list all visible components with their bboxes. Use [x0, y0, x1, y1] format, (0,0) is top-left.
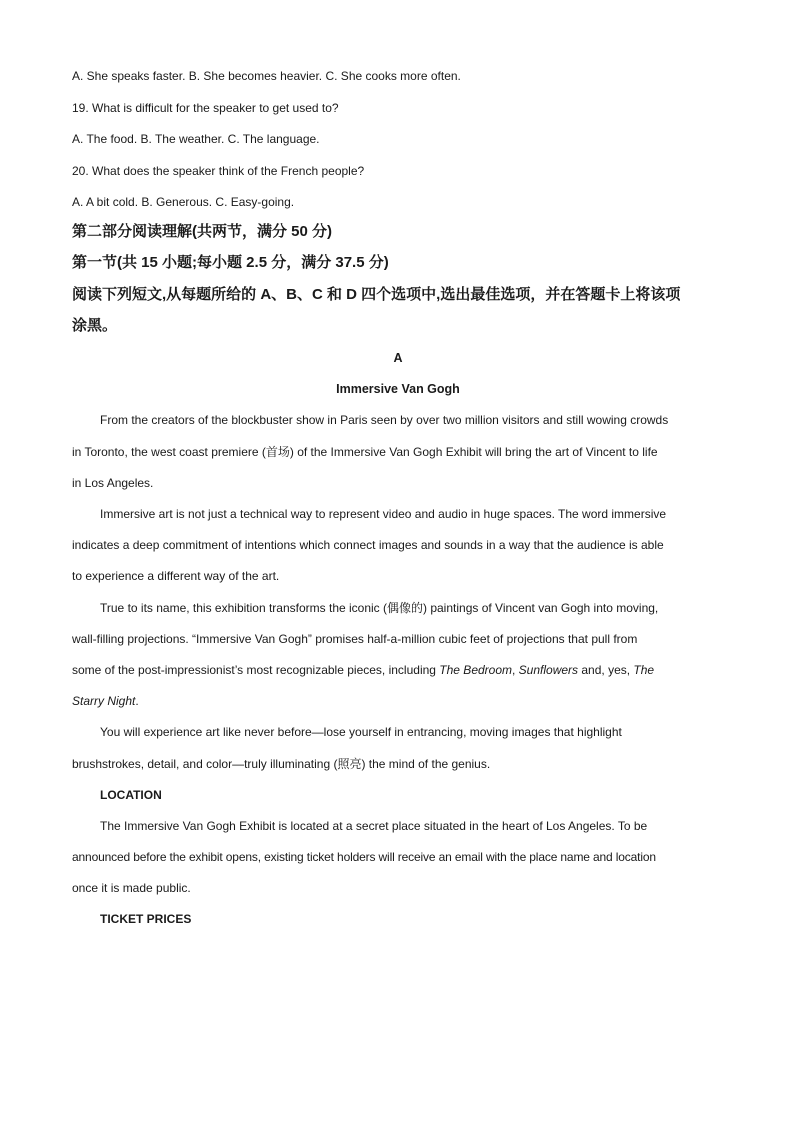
question-19: 19. What is difficult for the speaker to get used to? [72, 101, 339, 115]
paragraph-1-line-3: in Los Angeles. [72, 476, 154, 490]
location-heading: LOCATION [100, 788, 162, 802]
paragraph-1-line-2: in Toronto, the west coast premiere (首场) of the Immersive Van Gogh Exhibit will bring the art of Vincent to life [72, 445, 658, 459]
paragraph-3-line-1: True to its name, this exhibition transforms the iconic (偶像的) paintings of Vincent van Gogh into moving, [100, 601, 659, 615]
paragraph-5-line-3: once it is made public. [72, 881, 191, 895]
p3-text: some of the post-impressionist’s most recognizable pieces, including [72, 663, 440, 677]
paragraph-3-line-2: wall-filling projections. “Immersive Van Gogh” promises half-a-million cubic feet of projections that pull from [72, 632, 638, 646]
instruction-line-1: 阅读下列短文,从每题所给的 A、B、C 和 D 四个选项中,选出最佳选项，并在答题卡上将该项 [72, 286, 681, 303]
paragraph-2-line-1: Immersive art is not just a technical way to represent video and audio in huge spaces. The word immersive [100, 507, 667, 521]
part2-heading: 第二部分阅读理解(共两节，满分 50 分) [72, 223, 333, 240]
question-18-options: A. She speaks faster. B. She becomes heavier. C. She cooks more often. [72, 69, 461, 83]
title-starry-night: Starry Night [72, 694, 136, 708]
title-sunflowers: Sunflowers [518, 663, 579, 677]
paragraph-3-line-3 [72, 662, 654, 678]
paragraph-5-line-2: announced before the exhibit opens, existing ticket holders will receive an email with the place name and location [72, 850, 656, 864]
paragraph-5-line-1: The Immersive Van Gogh Exhibit is located at a secret place situated in the heart of Los Angeles. To be [100, 819, 648, 833]
question-20-options: A. A bit cold. B. Generous. C. Easy-going. [72, 195, 295, 209]
question-20: 20. What does the speaker think of the French people? [72, 164, 365, 178]
p3-comma: , [512, 663, 519, 677]
question-19-options: A. The food. B. The weather. C. The language. [72, 132, 320, 146]
paragraph-4-line-1: You will experience art like never before—lose yourself in entrancing, moving images that highlight [100, 725, 622, 739]
title-the: The [633, 663, 655, 677]
paragraph-3-line-4 [72, 693, 139, 709]
passage-letter: A [393, 351, 403, 365]
paragraph-2-line-2: indicates a deep commitment of intentions which connect images and sounds in a way that the audience is able [72, 538, 664, 552]
section1-heading: 第一节(共 15 小题;每小题 2.5 分，满分 37.5 分) [72, 254, 389, 271]
paragraph-2-line-3: to experience a different way of the art. [72, 569, 280, 583]
p3-text-mid: and, yes, [578, 663, 634, 677]
p3-period: . [135, 694, 139, 708]
passage-title: Immersive Van Gogh [336, 382, 460, 396]
paragraph-1-line-1: From the creators of the blockbuster show in Paris seen by over two million visitors and still wowing crowds [100, 413, 669, 427]
paragraph-4-line-2: brushstrokes, detail, and color—truly illuminating (照亮) the mind of the genius. [72, 757, 491, 771]
title-the-bedroom: The Bedroom [439, 663, 512, 677]
instruction-line-2: 涂黑。 [72, 317, 118, 334]
ticket-prices-heading: TICKET PRICES [100, 912, 192, 926]
